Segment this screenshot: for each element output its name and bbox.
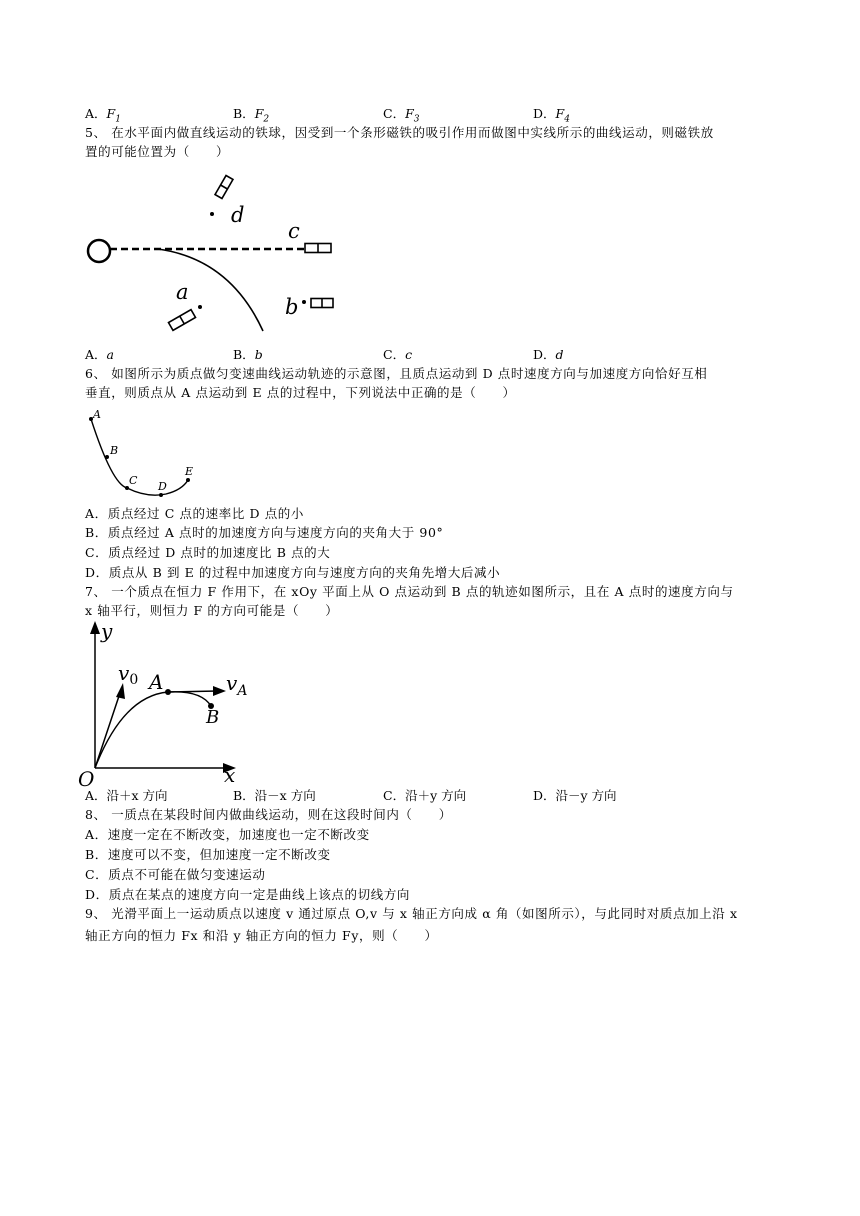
q7-option-a: A．沿＋x 方向 (85, 788, 168, 803)
label-d: d (231, 203, 245, 227)
label-c: c (288, 219, 300, 243)
q4-option-d: D．$F_4$ (533, 106, 570, 125)
label-vA: $v_A$ (226, 671, 248, 699)
q9-stem-line1: 9、 光滑平面上一运动质点以速度 v 通过原点 O,v 与 x 轴正方向成 α 角（如图所示），与此同时对质点加上沿 x (85, 906, 738, 921)
q5-stem-line2: 置的可能位置为（ ） (85, 144, 230, 159)
label-O: O (78, 767, 95, 791)
q5-option-c: C．c (383, 347, 413, 362)
q5-option-a: A．a (85, 347, 114, 362)
q6-option-d: D．质点从 B 到 E 的过程中加速度方向与速度方向的夹角先增大后减小 (85, 565, 501, 580)
q5-option-b: B．b (233, 347, 263, 362)
vA-vector (168, 691, 218, 692)
label-x: x (224, 763, 236, 787)
q7-figure (78, 618, 253, 791)
label-D: D (158, 480, 167, 493)
label-B: B (110, 444, 119, 457)
q8-option-b: B．速度可以不变，但加速度一定不断改变 (85, 847, 331, 862)
label-A: A (93, 408, 101, 421)
q6-option-b: B．质点经过 A 点时的加速度方向与速度方向的夹角大于 90° (85, 525, 444, 540)
magnet-b (311, 299, 333, 308)
q4-option-c: C．$F_3$ (383, 106, 420, 125)
trajectory-curve (95, 692, 211, 768)
q5-stem-line1: 5、 在水平面内做直线运动的铁球，因受到一个条形磁铁的吸引作用而做图中实线所示的曲线运动，则磁铁放 (85, 125, 714, 140)
q8-option-c: C．质点不可能在做匀变速运动 (85, 867, 266, 882)
q4-option-b: B．$F_2$ (233, 106, 270, 125)
q7-stem-line1: 7、 一个质点在恒力 F 作用下，在 xOy 平面上从 O 点运动到 B 点的轨迹如图所示，且在 A 点时的速度方向与 (85, 584, 734, 599)
label-C: C (129, 474, 138, 487)
q6-option-a: A．质点经过 C 点的速率比 D 点的小 (85, 506, 305, 521)
q7-stem-line2: x 轴平行，则恒力 F 的方向可能是（ ） (85, 603, 339, 618)
q4-option-a: A．$F_1$ (85, 106, 121, 125)
point-d (210, 212, 214, 216)
point-a (198, 305, 202, 309)
q5-figure (80, 165, 360, 335)
label-E: E (185, 465, 194, 478)
q7-option-d: D．沿－y 方向 (533, 788, 617, 803)
q5-option-d: D．d (533, 347, 564, 362)
q7-option-c: C．沿＋y 方向 (383, 788, 467, 803)
q7-option-b: B．沿－x 方向 (233, 788, 316, 803)
q6-stem-line1: 6、 如图所示为质点做匀变速曲线运动轨迹的示意图，且质点运动到 D 点时速度方向与加速度方向恰好互相 (85, 366, 708, 381)
q8-option-d: D．质点在某点的速度方向一定是曲线上该点的切线方向 (85, 887, 411, 902)
magnet-c (305, 244, 331, 253)
q8-stem: 8、 一质点在某段时间内做曲线运动，则在这段时间内（ ） (85, 807, 452, 822)
label-y: y (101, 619, 113, 643)
q6-stem-line2: 垂直，则质点从 A 点运动到 E 点的过程中，下列说法中正确的是（ ） (85, 385, 516, 400)
iron-ball (88, 240, 110, 262)
label-b: b (285, 295, 299, 319)
magnet-d (215, 175, 233, 198)
q6-option-c: C．质点经过 D 点时的加速度比 B 点的大 (85, 545, 331, 560)
label-B: B (206, 707, 220, 728)
magnet-a (168, 310, 195, 331)
label-v0: $v_0$ (118, 661, 139, 688)
point-b (302, 300, 306, 304)
q6-figure (82, 404, 212, 502)
v0-vector (95, 690, 121, 768)
q9-stem-line2: 轴正方向的恒力 Fx 和沿 y 轴正方向的恒力 Fy，则（ ） (85, 928, 438, 943)
q8-option-a: A．速度一定在不断改变，加速度也一定不断改变 (85, 827, 370, 842)
label-A: A (149, 670, 164, 694)
label-a: a (176, 280, 189, 304)
